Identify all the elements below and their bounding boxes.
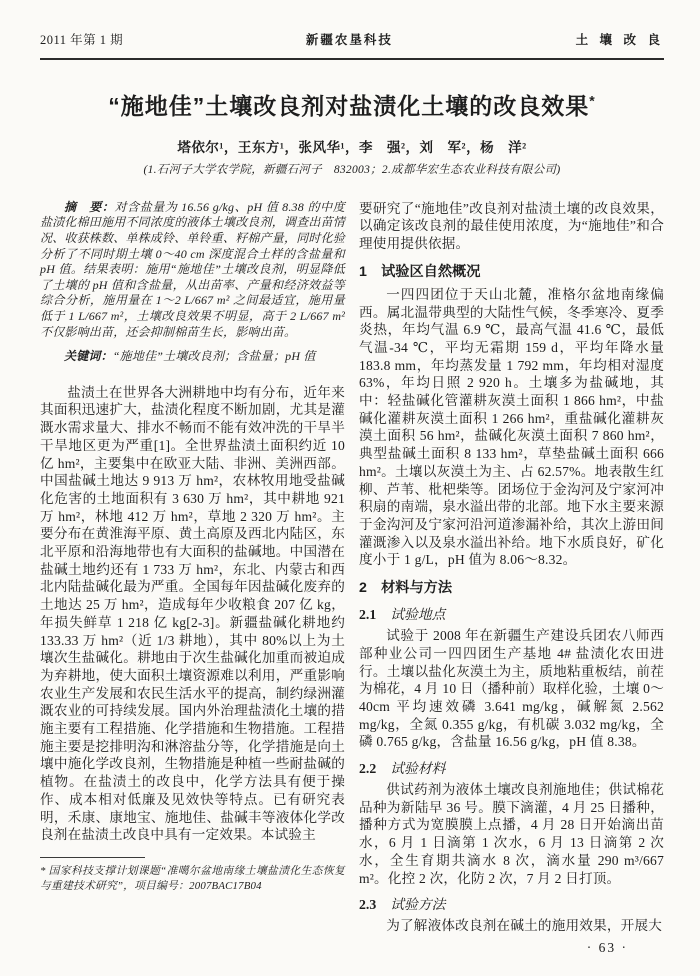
section-2-2-paragraph: 供试药剂为液体土壤改良剂施地佳；供试棉花品种为新陆早 36 号。膜下滴灌，4 月 25 日播种，播种方式为宽膜膜上点播，4 月 28 日开始滴出苗水，6 月 1 日滴第 1 次水，6 月 13 日滴第 2 次水，全生育期共滴水 8 次，滴水量 290 m³/667 m²。化控 2 次，化防 2 次，7 月 2 日打顶。 <box>359 782 664 886</box>
section-2-3-heading <box>359 893 664 913</box>
section-2-1-paragraph: 试验于 2008 年在新疆生产建设兵团农八师西部种业公司一四四团生产基地 4# 盐渍化农田进行。土壤以盐化灰漠土为主，质地粘重板结，前茬为棉花，4 月 10 日（播种前）取样化验，土壤 0～40cm 平均速效磷 3.641 mg/kg，碱解氮 2.562 mg/kg，全氮 0.355 g/kg，有机碳 3.032 mg/kg，全磷 0.765 g/kg，含盐量 16.56 g/kg，pH 值 8.38。 <box>359 628 664 750</box>
section-2-2-heading <box>359 757 664 777</box>
section-2-3-number: 2.3 <box>359 897 377 913</box>
section-2-heading: 2 材料与方法 <box>359 580 453 597</box>
section-2-1-number: 2.1 <box>359 607 377 623</box>
two-column-layout <box>40 200 664 935</box>
journal-header <box>40 30 664 60</box>
column-label: 土 壤 改 良 <box>575 33 664 47</box>
footnote-divider <box>40 857 145 858</box>
author-line: 塔依尔¹，王东方¹，张风华¹，李 强²，刘 军²，杨 洋² <box>177 139 527 155</box>
left-column <box>40 200 345 935</box>
keywords-text: “施地佳”土壤改良剂；含盐量；pH 值 <box>112 349 316 364</box>
article-title <box>40 92 664 121</box>
section-2-1-heading <box>359 603 664 623</box>
right-column <box>359 200 664 935</box>
journal-name: 新疆农垦科技 <box>305 33 393 47</box>
issue-label: 2011 年第 1 期 <box>40 33 124 47</box>
intro-paragraph-left: 盐渍土在世界各大洲耕地中均有分布，近年来其面积迅速扩大，盐渍化程度不断加剧，尤其是灌溉水需求量大、排水不畅而不能有效冲洗的干旱半干旱地区更为严重[1]。全世界盐渍土面积约近 10 亿 hm²，主要集中在欧亚大陆、非洲、美洲西部。中国盐碱土地达 9 913 万 hm²，农林牧用地受盐碱化危害的土地面积有 3 630 万 hm²，其中耕地 921 万 hm²，林地 412 万 hm²，草地 2 320 万 hm²。主要分布在黄淮海平原、黄土高原及西北内陆区，东北平原和沿海地带也有大面积的盐碱地。中国潜在盐碱土地约还有 1 733 万 hm²，东北、内蒙古和西北内陆盐碱化最为严重。全国每年因盐碱化废弃的土地达 25 万 hm²，造成每年少收粮食 207 亿 kg，年损失鲜草 1 218 亿 kg[2-3]。新疆盐碱化耕地约 133.33 万 hm²（近 1/3 耕地），其中 80%以上为土壤次生盐碱化。耕地由于次生盐碱化加重而被迫成为弃耕地，使大面积土壤资源难以利用，严重影响农业生产发展和农民生活水平的提高，制约绿洲灌溉农业的可持续发展。国内外治理盐渍化土壤的措施主要有工程措施、化学措施和生物措施。工程措施主要是挖排明沟和淋溶盐分等，化学措施是向土壤中施化学改良剂，生物措施是种植一些耐盐碱的植物。在盐渍土的改良中，化学方法具有便于操作、成本相对低廉及见效快等特点。已有研究表明，禾康、康地宝、施地佳、盐碱丰等液体化学改良剂在盐渍土改良中具有一定效果。本试验主 <box>40 384 345 843</box>
abstract-label: 摘 要： <box>64 199 115 214</box>
abstract-text: 对含盐量为 16.56 g/kg、pH 值 8.38 的中度盐渍化棉田施用不同浓度的液体土壤改良剂，调查出苗情况、收获株数、单株成铃、单铃重、籽棉产量，同时化验分析了不同时期土壤 0～40 cm 深度混合土样的含盐量和 pH 值。结果表明：施用“施地佳”土壤改良剂，明显降低了土壤的 pH 值和含盐量，从出苗率、产量和经济效益等综合分析，施用量在 1～2 L/667 m² 之间最适宜，施用量低于 1 L/667 m²，土壤改良效果不明显，高于 2 L/667 m² 不仅影响出苗，还会抑制棉苗生长，影响出苗。 <box>40 199 346 339</box>
abstract-paragraph <box>40 200 345 340</box>
article-title-text: “施地佳”土壤改良剂对盐渍化土壤的改良效果 <box>108 93 590 119</box>
page-number: · 63 · <box>586 940 628 955</box>
section-1-paragraph: 一四四团位于天山北麓，准格尔盆地南缘偏西。属北温带典型的大陆性气候，冬季寒冷、夏季炎热，年均气温 6.9 ℃，最高气温 41.6 ℃，最低气温-34 ℃，平均无霜期 159 d，平均年降水量 183.8 mm，年均蒸发量 1 792 mm，年均相对湿度 63%，年均日照 2 920 h。土壤多为盐碱地，其中：轻盐碱化管灌耕灰漠土面积 1 866 hm²，中盐碱化灌耕灰漠土面积 1 266 hm²，重盐碱化灌耕灰漠土面积 56 hm²，盐碱化灰漠土面积 7 860 hm²，典型盐碱土面积 8 133 hm²，草垫盐碱土面积 666 hm²。土壤以灰漠土为主、占 62.57%。地表散生红柳、芦苇、枇杷柴等。团场位于金沟河及宁家河冲积扇的南端，泉水溢出带的北部。地下水主要来源于金沟河及宁家河沿河道渗漏补给，其次上游田间灌溉渗入以及泉水溢出补给。地下水质良好，矿化度小于 1 g/L，pH 值为 8.06～8.32。 <box>359 286 664 568</box>
section-2-1-label: 试验地点 <box>390 607 446 623</box>
section-1-heading: 1 试验区自然概况 <box>359 263 481 280</box>
section-2-3-paragraph: 为了解液体改良剂在碱土的施用效果，开展大 <box>386 918 663 934</box>
section-2-2-label: 试验材料 <box>390 761 446 777</box>
funding-footnote: * 国家科技支撑计划课题“准噶尔盆地南缘土壤盐渍化生态恢复与重建技术研究”，项目编号：2007BAC17B04 <box>40 864 345 893</box>
section-2-2-number: 2.2 <box>359 761 377 777</box>
section-2-3-label: 试验方法 <box>390 897 446 913</box>
affiliation-line: (1.石河子大学农学院，新疆石河子 832003；2.成都华宏生态农业科技有限公司) <box>143 163 561 176</box>
title-footnote-marker: * <box>589 92 596 109</box>
intro-paragraph-continuation: 要研究了“施地佳”改良剂对盐渍土壤的改良效果，以确定该改良剂的最佳使用浓度，为“施地佳”和合理使用提供依据。 <box>359 200 664 252</box>
keywords-label: 关键词： <box>64 349 113 364</box>
keywords-line <box>40 349 345 365</box>
